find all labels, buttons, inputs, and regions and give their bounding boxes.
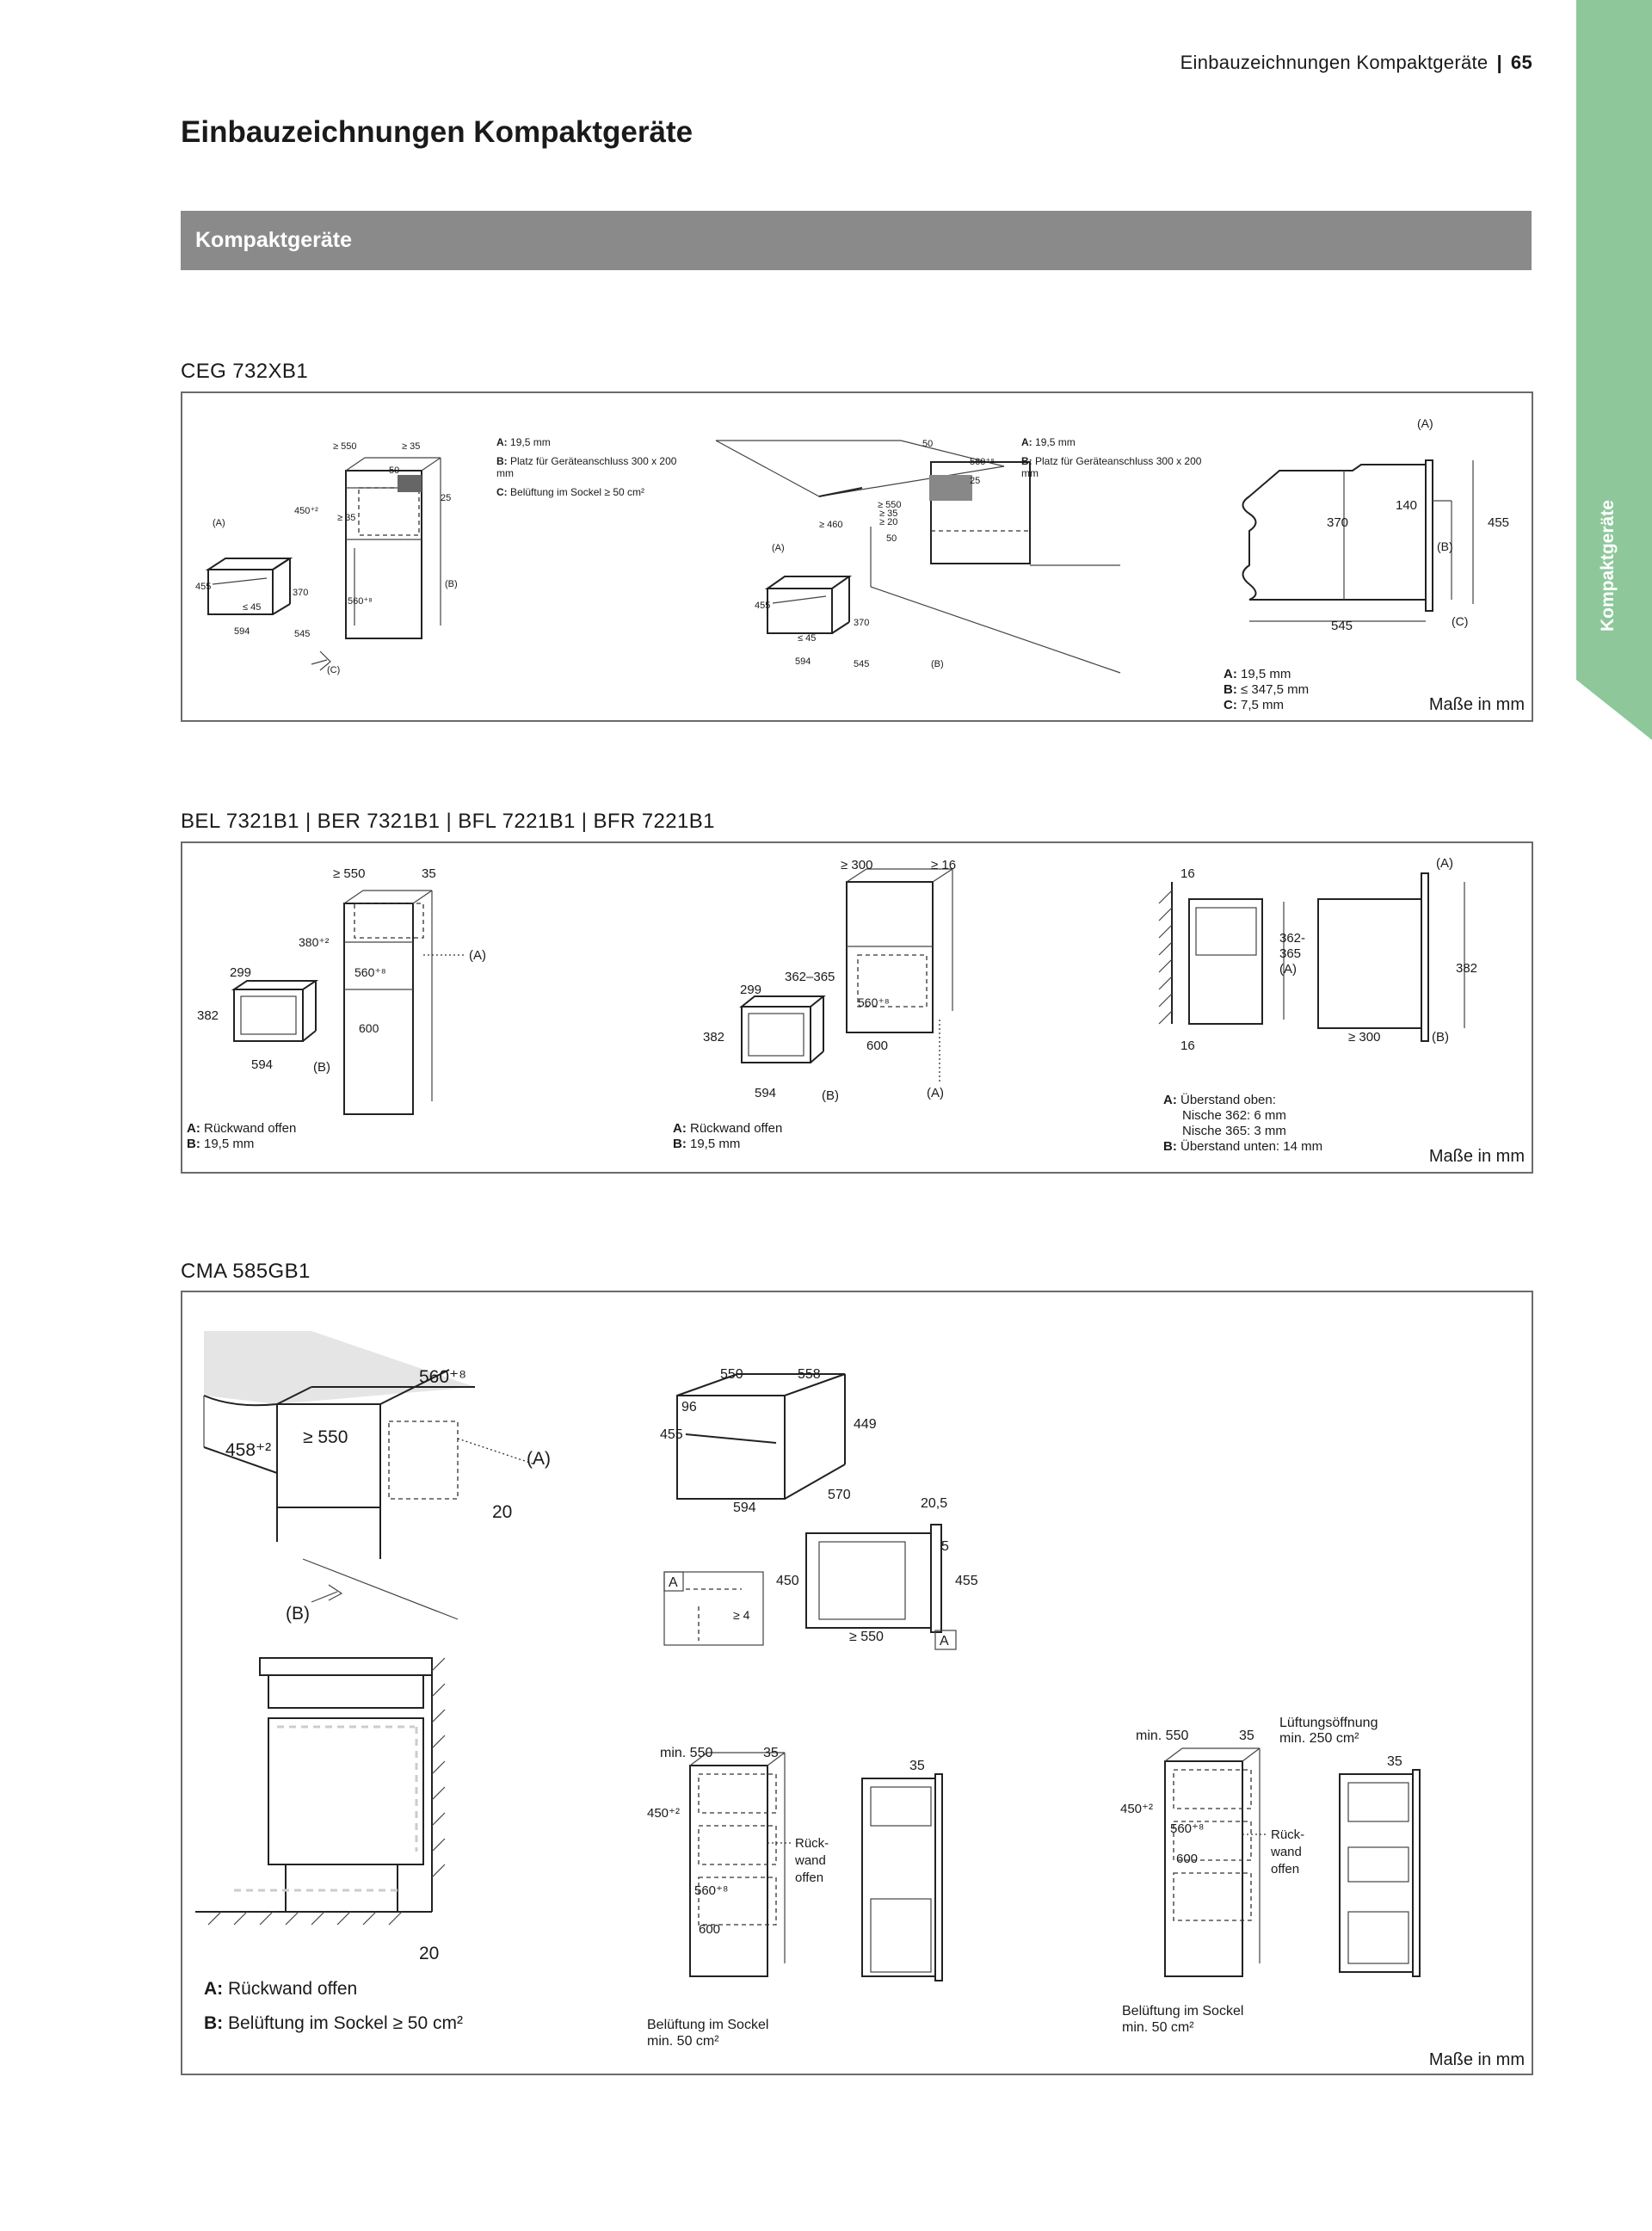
dimension-label: 458⁺² (225, 1440, 272, 1460)
note-line: B: ≤ 347,5 mm (1224, 682, 1310, 697)
dimension-label: (B) (286, 1604, 310, 1624)
dimension-label: ≥ 300 (841, 858, 873, 872)
dimension-label: ≤ 45 (798, 633, 817, 644)
dimension-label: min. 250 cm² (1279, 1731, 1359, 1746)
note-line: A: Rückwand offen (187, 1121, 297, 1136)
dimension-label: 594 (251, 1057, 274, 1072)
dimension-label: 362–365 (785, 970, 835, 984)
drawing-panel-cma (181, 1291, 1533, 2075)
dimension-label: Rück- (795, 1836, 829, 1851)
note-line: A: 19,5 mm (1021, 436, 1076, 448)
dimension-label: ≥ 20 (879, 517, 898, 527)
dimension-label: 25 (970, 476, 981, 486)
dimension-label: ≥ 550 (878, 500, 902, 510)
dimension-label: 50 (922, 439, 934, 449)
dimension-label: ≥ 4 (733, 1608, 750, 1622)
dimension-label: (B) (445, 579, 458, 589)
dimension-label: 455 (660, 1427, 683, 1442)
dimension-label: (B) (931, 659, 944, 669)
dimension-label: (C) (327, 665, 341, 675)
dimension-label: 16 (1180, 866, 1195, 881)
dimension-label: 382 (197, 1008, 219, 1023)
dimension-label: 299 (740, 983, 762, 997)
product-name-cma: CMA 585GB1 (181, 1260, 311, 1283)
dimension-label: 25 (441, 493, 452, 503)
dimension-label: 550 (720, 1367, 743, 1382)
dimension-label: Lüftungsöffnung (1279, 1716, 1378, 1730)
note-line: A: 19,5 mm (496, 436, 551, 448)
dimension-label: 545 (294, 629, 311, 639)
dimension-label: 560⁺⁸ (694, 1883, 729, 1898)
dimension-label: 600 (1176, 1852, 1199, 1866)
dimension-label: ≥ 550 (333, 441, 357, 452)
running-header (1180, 52, 1532, 74)
dimension-label: 35 (763, 1746, 779, 1760)
dimension-label: 600 (866, 1038, 889, 1053)
dimension-label: A (669, 1575, 678, 1590)
units-label-bel: Maße in mm (1428, 1147, 1525, 1166)
dimension-label: ≥ 35 (402, 441, 421, 452)
units-label-ceg: Maße in mm (1428, 695, 1525, 714)
dimension-label: ≥ 16 (931, 858, 957, 872)
dimension-label: 362- (1279, 931, 1306, 946)
caption-cma-mid (647, 2017, 768, 2049)
dimension-label: 449 (854, 1417, 877, 1432)
dimension-label: 16 (1180, 1038, 1195, 1053)
dimension-label: 5 (941, 1539, 949, 1554)
notes-cma (204, 1972, 463, 2041)
note-line: B: 19,5 mm (187, 1137, 255, 1151)
note-line: C: 7,5 mm (1224, 698, 1285, 712)
note-line: A: Überstand oben: (1163, 1093, 1276, 1107)
dimension-label: 35 (1387, 1754, 1402, 1769)
dimension-label: (A) (1436, 856, 1453, 871)
dimension-label: 20 (419, 1944, 440, 1963)
note-line: B: Belüftung im Sockel ≥ 50 cm² (204, 2013, 463, 2033)
dimension-label: 299 (230, 965, 252, 980)
dimension-label: 558 (798, 1367, 821, 1382)
dimension-label: 50 (886, 533, 897, 544)
section-bar-label: Kompaktgeräte (195, 228, 352, 252)
dimension-label: (A) (213, 518, 225, 528)
dimension-label: 594 (234, 626, 250, 637)
caption-cma-right (1122, 2003, 1243, 2036)
dimension-label: 560⁺⁸ (970, 457, 995, 467)
notes-bel-mid (673, 1121, 782, 1152)
dimension-label: 545 (854, 659, 870, 669)
dimension-label: wand (795, 1853, 826, 1868)
dimension-label: 50 (389, 465, 400, 476)
dimension-label: 370 (1327, 515, 1349, 530)
dimension-label: (A) (469, 948, 486, 963)
dimension-label: 96 (681, 1400, 697, 1414)
note-line: min. 50 cm² (1122, 2020, 1194, 2035)
page-title: Einbauzeichnungen Kompaktgeräte (181, 115, 693, 149)
dimension-label: offen (795, 1870, 824, 1885)
dimension-label: 560⁺⁸ (419, 1367, 466, 1387)
dimension-label: (A) (772, 543, 785, 553)
note-line: Belüftung im Sockel (1122, 2004, 1244, 2018)
product-name-ceg: CEG 732XB1 (181, 360, 309, 383)
dimension-label: 560⁺⁸ (348, 596, 373, 607)
dimension-label: ≥ 550 (303, 1427, 348, 1447)
note-line: A: Rückwand offen (204, 1979, 358, 1999)
dimension-label: 140 (1396, 498, 1418, 513)
note-line: Nische 365: 3 mm (1182, 1124, 1286, 1138)
dimension-label: 455 (195, 582, 212, 592)
dimension-label: 560⁺⁸ (1170, 1821, 1205, 1836)
dimension-label: 545 (1331, 619, 1353, 633)
note-line: A: Rückwand offen (673, 1121, 783, 1136)
dimension-label: 570 (828, 1488, 851, 1502)
dimension-label: (B) (1437, 539, 1453, 553)
dimension-label: 560⁺⁸ (354, 965, 386, 979)
dimension-label: 594 (755, 1086, 777, 1100)
dimension-label: 600 (359, 1021, 379, 1035)
notes-bel-right (1163, 1093, 1322, 1155)
dimension-label: (A) (927, 1086, 944, 1100)
dimension-label: 450 (776, 1574, 799, 1588)
note-line: B: Platz für Geräteanschluss 300 x 200 mm (1021, 455, 1202, 479)
notes-ceg-left (496, 436, 690, 498)
installation-drawing-cma (182, 1292, 1532, 2074)
dimension-label: 35 (1239, 1729, 1254, 1743)
dimension-label: ≥ 35 (879, 508, 898, 519)
dimension-label: 35 (422, 866, 436, 881)
dimension-label: (C) (1452, 614, 1469, 628)
dimension-label: 35 (909, 1759, 925, 1773)
installation-drawing-bel (182, 843, 1532, 1172)
page-number: 65 (1510, 52, 1532, 73)
dimension-label: min. 550 (660, 1746, 713, 1760)
dimension-label: (A) (1279, 962, 1297, 977)
note-line: Nische 362: 6 mm (1182, 1108, 1286, 1123)
dimension-label: 450⁺² (294, 506, 318, 516)
note-line: B: Überstand unten: 14 mm (1163, 1139, 1323, 1154)
side-tab-label: Kompaktgeräte (1598, 500, 1618, 632)
note-line: Belüftung im Sockel (647, 2018, 769, 2032)
dimension-label: ≥ 300 (1348, 1030, 1381, 1045)
dimension-label: 455 (755, 601, 771, 611)
dimension-label: min. 550 (1136, 1729, 1189, 1743)
dimension-label: ≥ 550 (849, 1630, 884, 1644)
dimension-label: 560⁺⁸ (858, 995, 890, 1009)
dimension-label: 20 (492, 1502, 513, 1522)
dimension-label: Rück- (1271, 1827, 1305, 1842)
running-title: Einbauzeichnungen Kompaktgeräte (1180, 52, 1489, 73)
dimension-label: ≥ 35 (337, 513, 356, 523)
dimension-label: 20,5 (921, 1496, 948, 1511)
dimension-label: 382 (703, 1030, 725, 1045)
drawing-panel-bel (181, 841, 1533, 1174)
note-line: A: 19,5 mm (1224, 667, 1291, 681)
product-name-bel: BEL 7321B1 | BER 7321B1 | BFL 7221B1 | BFR 7221B1 (181, 810, 715, 833)
note-line: C: Belüftung im Sockel ≥ 50 cm² (496, 486, 644, 498)
note-line: B: 19,5 mm (673, 1137, 741, 1151)
dimension-label: (B) (822, 1088, 839, 1103)
dimension-label: 382 (1456, 961, 1478, 976)
drawing-panel-ceg (181, 391, 1533, 722)
dimension-label: (A) (527, 1449, 551, 1469)
dimension-label: 594 (795, 656, 811, 667)
dimension-label: offen (1271, 1862, 1300, 1877)
dimension-label: wand (1271, 1845, 1302, 1859)
notes-bel-left (187, 1121, 296, 1152)
dimension-label: (B) (313, 1060, 330, 1075)
units-label-cma: Maße in mm (1428, 2050, 1525, 2069)
header-separator: | (1496, 52, 1502, 73)
dimension-label: 380⁺² (299, 935, 330, 949)
dimension-label: (B) (1432, 1030, 1449, 1045)
note-line: min. 50 cm² (647, 2034, 719, 2049)
dimension-label: 600 (699, 1922, 721, 1937)
dimension-label: ≥ 550 (333, 866, 366, 881)
section-bar (181, 211, 1532, 270)
dimension-label: 594 (733, 1501, 756, 1515)
dimension-label: 455 (1488, 515, 1510, 530)
dimension-label: ≤ 45 (243, 602, 262, 613)
dimension-label: ≥ 460 (819, 520, 843, 530)
dimension-label: A (940, 1634, 949, 1649)
dimension-label: 455 (955, 1574, 978, 1588)
dimension-label: 370 (293, 588, 309, 598)
notes-ceg-right (1224, 667, 1309, 713)
dimension-label: 365 (1279, 946, 1302, 961)
dimension-label: (A) (1417, 416, 1433, 430)
dimension-label: 450⁺² (647, 1806, 680, 1821)
dimension-label: 450⁺² (1120, 1802, 1153, 1816)
note-line: B: Platz für Geräteanschluss 300 x 200 mm (496, 455, 677, 479)
dimension-label: 370 (854, 618, 870, 628)
notes-ceg-mid (1021, 436, 1215, 479)
installation-drawing-ceg (182, 393, 1532, 720)
